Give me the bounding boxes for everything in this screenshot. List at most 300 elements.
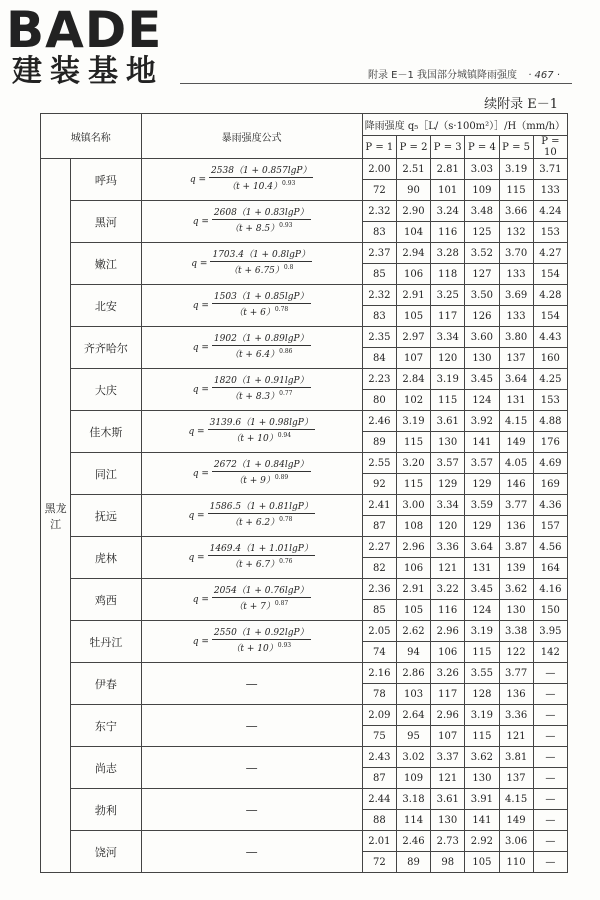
intensity-q-value: 3.77 bbox=[499, 663, 533, 684]
formula-denominator-base: （t + 6.75） bbox=[228, 266, 284, 276]
intensity-q-value: 3.91 bbox=[465, 789, 499, 810]
header-intensity: 降雨强度 q₅［L/（s·100m²）］/H（mm/h） bbox=[362, 114, 567, 136]
intensity-h-value: 115 bbox=[465, 642, 499, 663]
intensity-h-value: 115 bbox=[396, 432, 430, 453]
header-rule bbox=[180, 83, 572, 84]
formula-cell bbox=[141, 159, 362, 201]
intensity-h-value: 132 bbox=[499, 222, 533, 243]
intensity-h-value: 116 bbox=[431, 600, 465, 621]
intensity-q-value: 2.00 bbox=[362, 159, 396, 180]
intensity-h-value: 154 bbox=[533, 264, 567, 285]
formula-numerator: 1902（1 + 0.89lgP） bbox=[213, 334, 309, 344]
intensity-q-value: 2.81 bbox=[431, 159, 465, 180]
formula-q: q = bbox=[191, 258, 208, 269]
intensity-h-value: 122 bbox=[499, 642, 533, 663]
intensity-h-value: 80 bbox=[362, 390, 396, 411]
formula-cell bbox=[141, 747, 362, 789]
formula-q: q = bbox=[192, 216, 209, 227]
intensity-q-value: 3.26 bbox=[431, 663, 465, 684]
intensity-h-value: 153 bbox=[533, 222, 567, 243]
formula-fraction bbox=[212, 376, 311, 403]
formula-q: q = bbox=[188, 426, 205, 437]
intensity-q-value: 2.90 bbox=[396, 201, 430, 222]
intensity-q-value: 2.16 bbox=[362, 663, 396, 684]
intensity-h-value: 153 bbox=[533, 390, 567, 411]
intensity-q-value: 3.70 bbox=[499, 243, 533, 264]
logo-subtitle: 建装基地 bbox=[12, 54, 164, 89]
formula-none: — bbox=[245, 802, 258, 817]
formula-denominator-base: （t + 7） bbox=[234, 602, 275, 612]
intensity-q-value: 3.69 bbox=[499, 285, 533, 306]
intensity-q-value: 3.95 bbox=[533, 621, 567, 642]
intensity-h-value: 83 bbox=[362, 222, 396, 243]
intensity-q-value: 2.96 bbox=[431, 705, 465, 726]
intensity-h-value: 136 bbox=[499, 684, 533, 705]
intensity-h-value: 88 bbox=[362, 810, 396, 831]
intensity-h-value: 106 bbox=[431, 642, 465, 663]
formula-none: — bbox=[245, 676, 258, 691]
intensity-q-value: 3.37 bbox=[431, 747, 465, 768]
intensity-q-value: 4.24 bbox=[533, 201, 567, 222]
formula-denominator-base: （t + 8.3） bbox=[229, 392, 280, 402]
intensity-q-value: 3.06 bbox=[499, 831, 533, 852]
formula-denominator-base: （t + 6.4） bbox=[229, 350, 280, 360]
intensity-q-value: — bbox=[533, 663, 567, 684]
formula-exponent: 0.93 bbox=[277, 642, 292, 649]
intensity-q-value: 2.09 bbox=[362, 705, 396, 726]
intensity-h-value: 114 bbox=[396, 810, 430, 831]
intensity-h-value: 133 bbox=[499, 306, 533, 327]
intensity-h-value: 130 bbox=[465, 768, 499, 789]
intensity-h-value: 107 bbox=[396, 348, 430, 369]
intensity-h-value: 146 bbox=[499, 474, 533, 495]
formula-fraction bbox=[212, 460, 311, 487]
intensity-h-value: 142 bbox=[533, 642, 567, 663]
intensity-q-value: 4.05 bbox=[499, 453, 533, 474]
intensity-q-value: 3.36 bbox=[431, 537, 465, 558]
city-name: 勃利 bbox=[71, 789, 141, 831]
province-cell: 黑龙江 bbox=[41, 159, 71, 873]
intensity-h-value: 115 bbox=[396, 474, 430, 495]
header-period: P = 4 bbox=[465, 136, 499, 159]
formula-denominator-base: （t + 10.4） bbox=[227, 182, 282, 192]
intensity-h-value: 103 bbox=[396, 684, 430, 705]
intensity-q-value: 3.38 bbox=[499, 621, 533, 642]
formula-fraction bbox=[212, 628, 311, 655]
intensity-q-value: 4.69 bbox=[533, 453, 567, 474]
intensity-h-value: 130 bbox=[431, 432, 465, 453]
intensity-h-value: 169 bbox=[533, 474, 567, 495]
intensity-h-value: 82 bbox=[362, 558, 396, 579]
intensity-h-value: 160 bbox=[533, 348, 567, 369]
intensity-q-value: 3.62 bbox=[465, 747, 499, 768]
header-period: P = 2 bbox=[396, 136, 430, 159]
formula-cell bbox=[141, 537, 362, 579]
intensity-q-value: 4.56 bbox=[533, 537, 567, 558]
city-name: 呼玛 bbox=[71, 159, 141, 201]
intensity-h-value: 105 bbox=[396, 306, 430, 327]
table-row bbox=[41, 285, 568, 306]
intensity-h-value: 120 bbox=[431, 348, 465, 369]
formula-exponent: 0.86 bbox=[279, 348, 293, 355]
formula-cell bbox=[141, 411, 362, 453]
intensity-q-value: 2.96 bbox=[396, 537, 430, 558]
intensity-h-value: 110 bbox=[499, 852, 533, 873]
header-period: P = 3 bbox=[431, 136, 465, 159]
intensity-h-value: 85 bbox=[362, 600, 396, 621]
intensity-q-value: 2.41 bbox=[362, 495, 396, 516]
intensity-q-value: 4.43 bbox=[533, 327, 567, 348]
intensity-q-value: 3.34 bbox=[431, 327, 465, 348]
city-name: 虎林 bbox=[71, 537, 141, 579]
formula-exponent: 0.8 bbox=[283, 264, 294, 271]
formula-denominator-base: （t + 9） bbox=[234, 476, 275, 486]
intensity-h-value: 72 bbox=[362, 180, 396, 201]
table-row bbox=[41, 495, 568, 516]
intensity-q-value: 3.61 bbox=[431, 789, 465, 810]
formula-fraction bbox=[208, 544, 315, 571]
intensity-q-value: 2.96 bbox=[431, 621, 465, 642]
intensity-h-value: 95 bbox=[396, 726, 430, 747]
rainfall-intensity-table bbox=[40, 113, 568, 873]
intensity-q-value: 4.15 bbox=[499, 411, 533, 432]
city-name: 饶河 bbox=[71, 831, 141, 873]
intensity-q-value: 3.03 bbox=[465, 159, 499, 180]
intensity-q-value: 4.15 bbox=[499, 789, 533, 810]
intensity-q-value: 4.16 bbox=[533, 579, 567, 600]
city-name: 黑河 bbox=[71, 201, 141, 243]
intensity-q-value: 3.59 bbox=[465, 495, 499, 516]
intensity-q-value: 3.81 bbox=[499, 747, 533, 768]
table-row bbox=[41, 705, 568, 726]
formula-numerator: 1503（1 + 0.85lgP） bbox=[213, 292, 309, 302]
intensity-h-value: 109 bbox=[465, 180, 499, 201]
intensity-h-value: — bbox=[533, 726, 567, 747]
intensity-h-value: 92 bbox=[362, 474, 396, 495]
intensity-q-value: 2.36 bbox=[362, 579, 396, 600]
running-header bbox=[368, 66, 560, 81]
formula-cell bbox=[141, 201, 362, 243]
city-name: 嫩江 bbox=[71, 243, 141, 285]
intensity-q-value: 3.61 bbox=[431, 411, 465, 432]
intensity-q-value: 3.36 bbox=[499, 705, 533, 726]
formula-exponent: 0.77 bbox=[279, 390, 293, 397]
intensity-q-value: 4.25 bbox=[533, 369, 567, 390]
formula-denominator-base: （t + 10） bbox=[231, 644, 278, 654]
formula-cell bbox=[141, 243, 362, 285]
table-row bbox=[41, 579, 568, 600]
table-row bbox=[41, 789, 568, 810]
table-row bbox=[41, 831, 568, 852]
formula-cell bbox=[141, 621, 362, 663]
formula-exponent: 0.87 bbox=[274, 600, 289, 607]
intensity-h-value: 125 bbox=[465, 222, 499, 243]
intensity-q-value: 3.22 bbox=[431, 579, 465, 600]
formula-numerator: 2538（1 + 0.857lgP） bbox=[211, 166, 312, 176]
city-name: 鸡西 bbox=[71, 579, 141, 621]
table-row bbox=[41, 327, 568, 348]
formula-q: q = bbox=[188, 510, 205, 521]
intensity-q-value: 2.46 bbox=[396, 831, 430, 852]
formula-cell bbox=[141, 369, 362, 411]
table-row bbox=[41, 159, 568, 180]
intensity-h-value: 129 bbox=[465, 474, 499, 495]
formula-exponent: 0.94 bbox=[277, 432, 292, 439]
intensity-h-value: 109 bbox=[396, 768, 430, 789]
table-row bbox=[41, 243, 568, 264]
formula-none: — bbox=[245, 760, 258, 775]
intensity-q-value: 2.27 bbox=[362, 537, 396, 558]
formula-exponent: 0.89 bbox=[274, 474, 289, 481]
intensity-q-value: 3.92 bbox=[465, 411, 499, 432]
intensity-q-value: 2.43 bbox=[362, 747, 396, 768]
formula-exponent: 0.76 bbox=[279, 558, 293, 565]
intensity-q-value: 3.55 bbox=[465, 663, 499, 684]
formula-denominator bbox=[212, 598, 311, 613]
intensity-h-value: 127 bbox=[465, 264, 499, 285]
intensity-h-value: 141 bbox=[465, 810, 499, 831]
formula-denominator-base: （t + 10） bbox=[231, 434, 278, 444]
formula-q: q = bbox=[192, 468, 209, 479]
intensity-h-value: 176 bbox=[533, 432, 567, 453]
city-name: 佳木斯 bbox=[71, 411, 141, 453]
intensity-h-value: 75 bbox=[362, 726, 396, 747]
intensity-q-value: 2.32 bbox=[362, 285, 396, 306]
city-name: 抚远 bbox=[71, 495, 141, 537]
intensity-q-value: 3.66 bbox=[499, 201, 533, 222]
intensity-h-value: 129 bbox=[431, 474, 465, 495]
intensity-q-value: 3.18 bbox=[396, 789, 430, 810]
intensity-q-value: 3.52 bbox=[465, 243, 499, 264]
header-period: P = 5 bbox=[499, 136, 533, 159]
continued-label: 续附录 E－1 bbox=[484, 97, 558, 112]
city-name: 东宁 bbox=[71, 705, 141, 747]
intensity-h-value: 78 bbox=[362, 684, 396, 705]
table-row bbox=[41, 411, 568, 432]
formula-numerator: 1820（1 + 0.91lgP） bbox=[213, 376, 309, 386]
formula-cell bbox=[141, 285, 362, 327]
intensity-h-value: 115 bbox=[431, 390, 465, 411]
intensity-q-value: 2.44 bbox=[362, 789, 396, 810]
formula-denominator bbox=[208, 514, 315, 529]
intensity-q-value: 3.62 bbox=[499, 579, 533, 600]
formula-denominator bbox=[212, 304, 311, 319]
formula-fraction bbox=[212, 292, 311, 319]
intensity-h-value: 130 bbox=[431, 810, 465, 831]
intensity-h-value: 130 bbox=[499, 600, 533, 621]
formula-exponent: 0.93 bbox=[279, 222, 293, 229]
intensity-q-value: 3.71 bbox=[533, 159, 567, 180]
formula-denominator bbox=[209, 178, 313, 193]
intensity-h-value: 149 bbox=[499, 432, 533, 453]
intensity-q-value: 3.64 bbox=[465, 537, 499, 558]
formula-q: q = bbox=[192, 384, 209, 395]
intensity-q-value: 3.28 bbox=[431, 243, 465, 264]
intensity-q-value: 3.24 bbox=[431, 201, 465, 222]
formula-denominator-base: （t + 6） bbox=[234, 308, 275, 318]
intensity-h-value: 118 bbox=[431, 264, 465, 285]
intensity-q-value: 3.50 bbox=[465, 285, 499, 306]
intensity-h-value: 121 bbox=[499, 726, 533, 747]
formula-cell bbox=[141, 789, 362, 831]
formula-cell bbox=[141, 705, 362, 747]
intensity-q-value: 2.94 bbox=[396, 243, 430, 264]
intensity-q-value: 2.91 bbox=[396, 579, 430, 600]
intensity-q-value: — bbox=[533, 747, 567, 768]
intensity-h-value: 94 bbox=[396, 642, 430, 663]
intensity-h-value: 87 bbox=[362, 768, 396, 789]
intensity-h-value: 133 bbox=[499, 264, 533, 285]
intensity-h-value: — bbox=[533, 684, 567, 705]
formula-fraction bbox=[212, 208, 311, 235]
intensity-h-value: 116 bbox=[431, 222, 465, 243]
intensity-h-value: 117 bbox=[431, 306, 465, 327]
intensity-h-value: 106 bbox=[396, 558, 430, 579]
header-title: 附录 E－1 我国部分城镇降雨强度 bbox=[367, 70, 517, 81]
intensity-h-value: 124 bbox=[465, 390, 499, 411]
intensity-h-value: 74 bbox=[362, 642, 396, 663]
intensity-h-value: 126 bbox=[465, 306, 499, 327]
intensity-q-value: 2.46 bbox=[362, 411, 396, 432]
intensity-h-value: 130 bbox=[465, 348, 499, 369]
intensity-q-value: 4.27 bbox=[533, 243, 567, 264]
formula-q: q = bbox=[188, 552, 205, 563]
intensity-h-value: 164 bbox=[533, 558, 567, 579]
intensity-q-value: 3.19 bbox=[396, 411, 430, 432]
city-name: 北安 bbox=[71, 285, 141, 327]
table-row bbox=[41, 537, 568, 558]
intensity-q-value: 3.80 bbox=[499, 327, 533, 348]
intensity-q-value: 3.34 bbox=[431, 495, 465, 516]
intensity-h-value: 120 bbox=[431, 516, 465, 537]
formula-numerator: 3139.6（1 + 0.98lgP） bbox=[209, 418, 313, 428]
header-formula: 暴雨强度公式 bbox=[141, 114, 362, 159]
intensity-q-value: — bbox=[533, 831, 567, 852]
intensity-h-value: 150 bbox=[533, 600, 567, 621]
logo-wordmark: BADE bbox=[6, 1, 163, 59]
intensity-q-value: 3.57 bbox=[431, 453, 465, 474]
intensity-h-value: 85 bbox=[362, 264, 396, 285]
intensity-q-value: 3.60 bbox=[465, 327, 499, 348]
formula-fraction bbox=[208, 418, 315, 445]
formula-fraction bbox=[208, 502, 315, 529]
intensity-q-value: 2.32 bbox=[362, 201, 396, 222]
intensity-q-value: 2.92 bbox=[465, 831, 499, 852]
formula-denominator bbox=[208, 430, 315, 445]
intensity-h-value: 115 bbox=[499, 180, 533, 201]
intensity-q-value: 2.35 bbox=[362, 327, 396, 348]
table-row bbox=[41, 201, 568, 222]
formula-denominator bbox=[210, 262, 312, 277]
intensity-h-value: 131 bbox=[465, 558, 499, 579]
formula-denominator-base: （t + 6.2） bbox=[229, 518, 280, 528]
city-name: 牡丹江 bbox=[71, 621, 141, 663]
intensity-q-value: 2.64 bbox=[396, 705, 430, 726]
intensity-h-value: 154 bbox=[533, 306, 567, 327]
city-name: 伊春 bbox=[71, 663, 141, 705]
intensity-q-value: 4.36 bbox=[533, 495, 567, 516]
formula-cell bbox=[141, 579, 362, 621]
intensity-q-value: 2.86 bbox=[396, 663, 430, 684]
formula-q: q = bbox=[192, 342, 209, 353]
intensity-h-value: 149 bbox=[499, 810, 533, 831]
formula-denominator bbox=[212, 388, 311, 403]
intensity-q-value: 3.45 bbox=[465, 369, 499, 390]
intensity-h-value: 137 bbox=[499, 348, 533, 369]
table-row bbox=[41, 663, 568, 684]
city-name: 尚志 bbox=[71, 747, 141, 789]
intensity-q-value: 2.23 bbox=[362, 369, 396, 390]
formula-numerator: 2550（1 + 0.92lgP） bbox=[213, 628, 309, 638]
intensity-h-value: — bbox=[533, 852, 567, 873]
intensity-h-value: 105 bbox=[396, 600, 430, 621]
intensity-q-value: 3.00 bbox=[396, 495, 430, 516]
formula-exponent: 0.78 bbox=[274, 306, 289, 313]
formula-denominator bbox=[212, 640, 311, 655]
formula-denominator-base: （t + 6.7） bbox=[229, 560, 280, 570]
table-row bbox=[41, 453, 568, 474]
formula-none: — bbox=[245, 718, 258, 733]
intensity-h-value: 128 bbox=[465, 684, 499, 705]
intensity-h-value: 102 bbox=[396, 390, 430, 411]
intensity-q-value: 2.55 bbox=[362, 453, 396, 474]
intensity-h-value: 105 bbox=[465, 852, 499, 873]
intensity-q-value: — bbox=[533, 789, 567, 810]
page-number: · 467 · bbox=[528, 70, 560, 81]
formula-numerator: 1469.4（1 + 1.01lgP） bbox=[209, 544, 313, 554]
intensity-q-value: 3.77 bbox=[499, 495, 533, 516]
header-period: P = 1 bbox=[362, 136, 396, 159]
intensity-h-value: 129 bbox=[465, 516, 499, 537]
formula-exponent: 0.93 bbox=[282, 180, 296, 187]
intensity-q-value: 2.73 bbox=[431, 831, 465, 852]
formula-none: — bbox=[245, 844, 258, 859]
intensity-q-value: 2.01 bbox=[362, 831, 396, 852]
formula-fraction bbox=[209, 166, 313, 193]
intensity-h-value: 136 bbox=[499, 516, 533, 537]
intensity-h-value: 89 bbox=[362, 432, 396, 453]
intensity-q-value: 3.19 bbox=[465, 621, 499, 642]
formula-q: q = bbox=[192, 636, 209, 647]
intensity-q-value: 3.02 bbox=[396, 747, 430, 768]
intensity-h-value: 121 bbox=[431, 558, 465, 579]
table-row bbox=[41, 369, 568, 390]
intensity-q-value: 4.28 bbox=[533, 285, 567, 306]
city-name: 大庆 bbox=[71, 369, 141, 411]
intensity-q-value: 2.84 bbox=[396, 369, 430, 390]
intensity-h-value: 121 bbox=[431, 768, 465, 789]
intensity-q-value: 3.57 bbox=[465, 453, 499, 474]
intensity-h-value: 117 bbox=[431, 684, 465, 705]
header-city-name: 城镇名称 bbox=[41, 114, 142, 159]
intensity-q-value: 3.48 bbox=[465, 201, 499, 222]
intensity-h-value: 101 bbox=[431, 180, 465, 201]
formula-denominator bbox=[212, 346, 311, 361]
intensity-h-value: 141 bbox=[465, 432, 499, 453]
intensity-h-value: 90 bbox=[396, 180, 430, 201]
intensity-h-value: 89 bbox=[396, 852, 430, 873]
table-row bbox=[41, 621, 568, 642]
formula-numerator: 2672（1 + 0.84lgP） bbox=[213, 460, 309, 470]
intensity-q-value: 3.25 bbox=[431, 285, 465, 306]
intensity-h-value: 131 bbox=[499, 390, 533, 411]
intensity-h-value: 108 bbox=[396, 516, 430, 537]
intensity-h-value: 104 bbox=[396, 222, 430, 243]
formula-numerator: 2608（1 + 0.83lgP） bbox=[213, 208, 309, 218]
formula-denominator bbox=[208, 556, 315, 571]
formula-q: q = bbox=[192, 594, 209, 605]
intensity-q-value: 2.91 bbox=[396, 285, 430, 306]
